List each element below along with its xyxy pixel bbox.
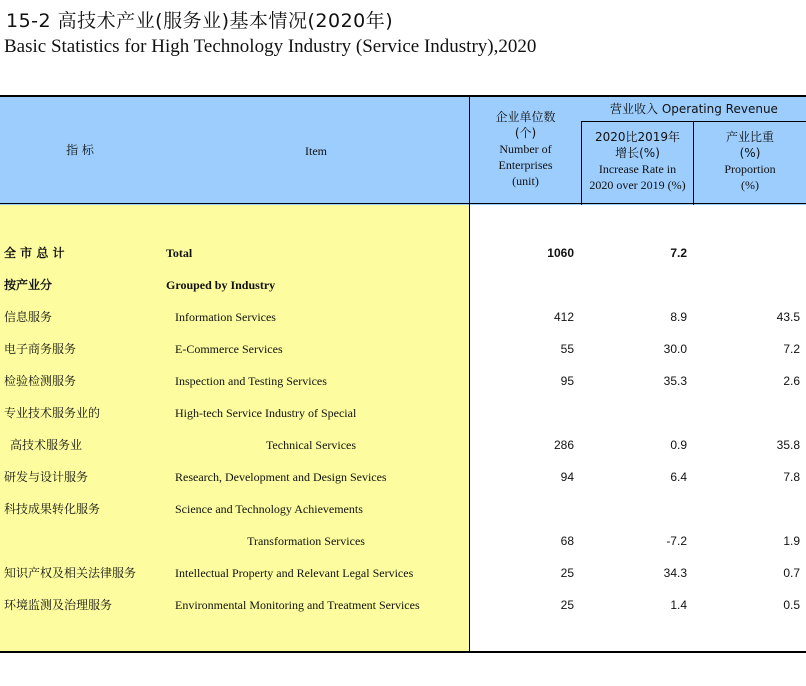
header-indicator-cn: 指 标 bbox=[66, 143, 94, 157]
table-row: 专业技术服务业的 High-tech Service Industry of Special bbox=[4, 406, 357, 420]
table-row: 全 市 总 计 Total 1060 7.2 bbox=[4, 246, 687, 260]
table-row: 电子商务服务 E-Commerce Services 55 30.0 7.2 bbox=[4, 342, 800, 356]
table-row: 检验检测服务 Inspection and Testing Services 95 35.3 2.6 bbox=[4, 374, 800, 388]
table-title-en: Basic Statistics for High Technology Industry (Service Industry),2020 bbox=[4, 36, 537, 57]
header-operating-revenue: 营业收入 Operating Revenue bbox=[610, 102, 778, 116]
table-title-cn: 15-2 高技术产业(服务业)基本情况(2020年) bbox=[6, 10, 394, 32]
header-increase-rate: 2020比2019年 增长(%) Increase Rate in 2020 over 2019 (%) bbox=[589, 130, 686, 192]
header-rule bbox=[0, 203, 806, 204]
table-row: 科技成果转化服务 Science and Technology Achievements bbox=[4, 502, 363, 516]
table-row: 环境监测及治理服务 Environmental Monitoring and Treatment Services 25 1.4 0.5 bbox=[4, 598, 800, 612]
item-column-highlight bbox=[0, 205, 469, 651]
table-row: 高技术服务业 Technical Services 286 0.9 35.8 bbox=[10, 438, 800, 452]
header-enterprises: 企业单位数 (个) Number of Enterprises (unit) bbox=[495, 110, 556, 188]
header-proportion: 产业比重 (%) Proportion (%) bbox=[724, 130, 776, 192]
table-row: 知识产权及相关法律服务 Intellectual Property and Relevant Legal Services 25 34.3 0.7 bbox=[4, 566, 800, 580]
header-item-en: Item bbox=[305, 144, 327, 158]
statistics-table bbox=[0, 95, 806, 653]
revenue-subrule bbox=[581, 121, 806, 122]
table-row: Transformation Services 68 -7.2 1.9 bbox=[247, 534, 800, 548]
top-rule bbox=[0, 95, 806, 97]
table-row: 研发与设计服务 Research, Development and Design Sevices 94 6.4 7.8 bbox=[4, 470, 800, 484]
table-row: 按产业分 Grouped by Industry bbox=[4, 278, 276, 292]
bottom-rule bbox=[0, 651, 806, 653]
table-row: 信息服务 Information Services 412 8.9 43.5 bbox=[4, 310, 800, 324]
